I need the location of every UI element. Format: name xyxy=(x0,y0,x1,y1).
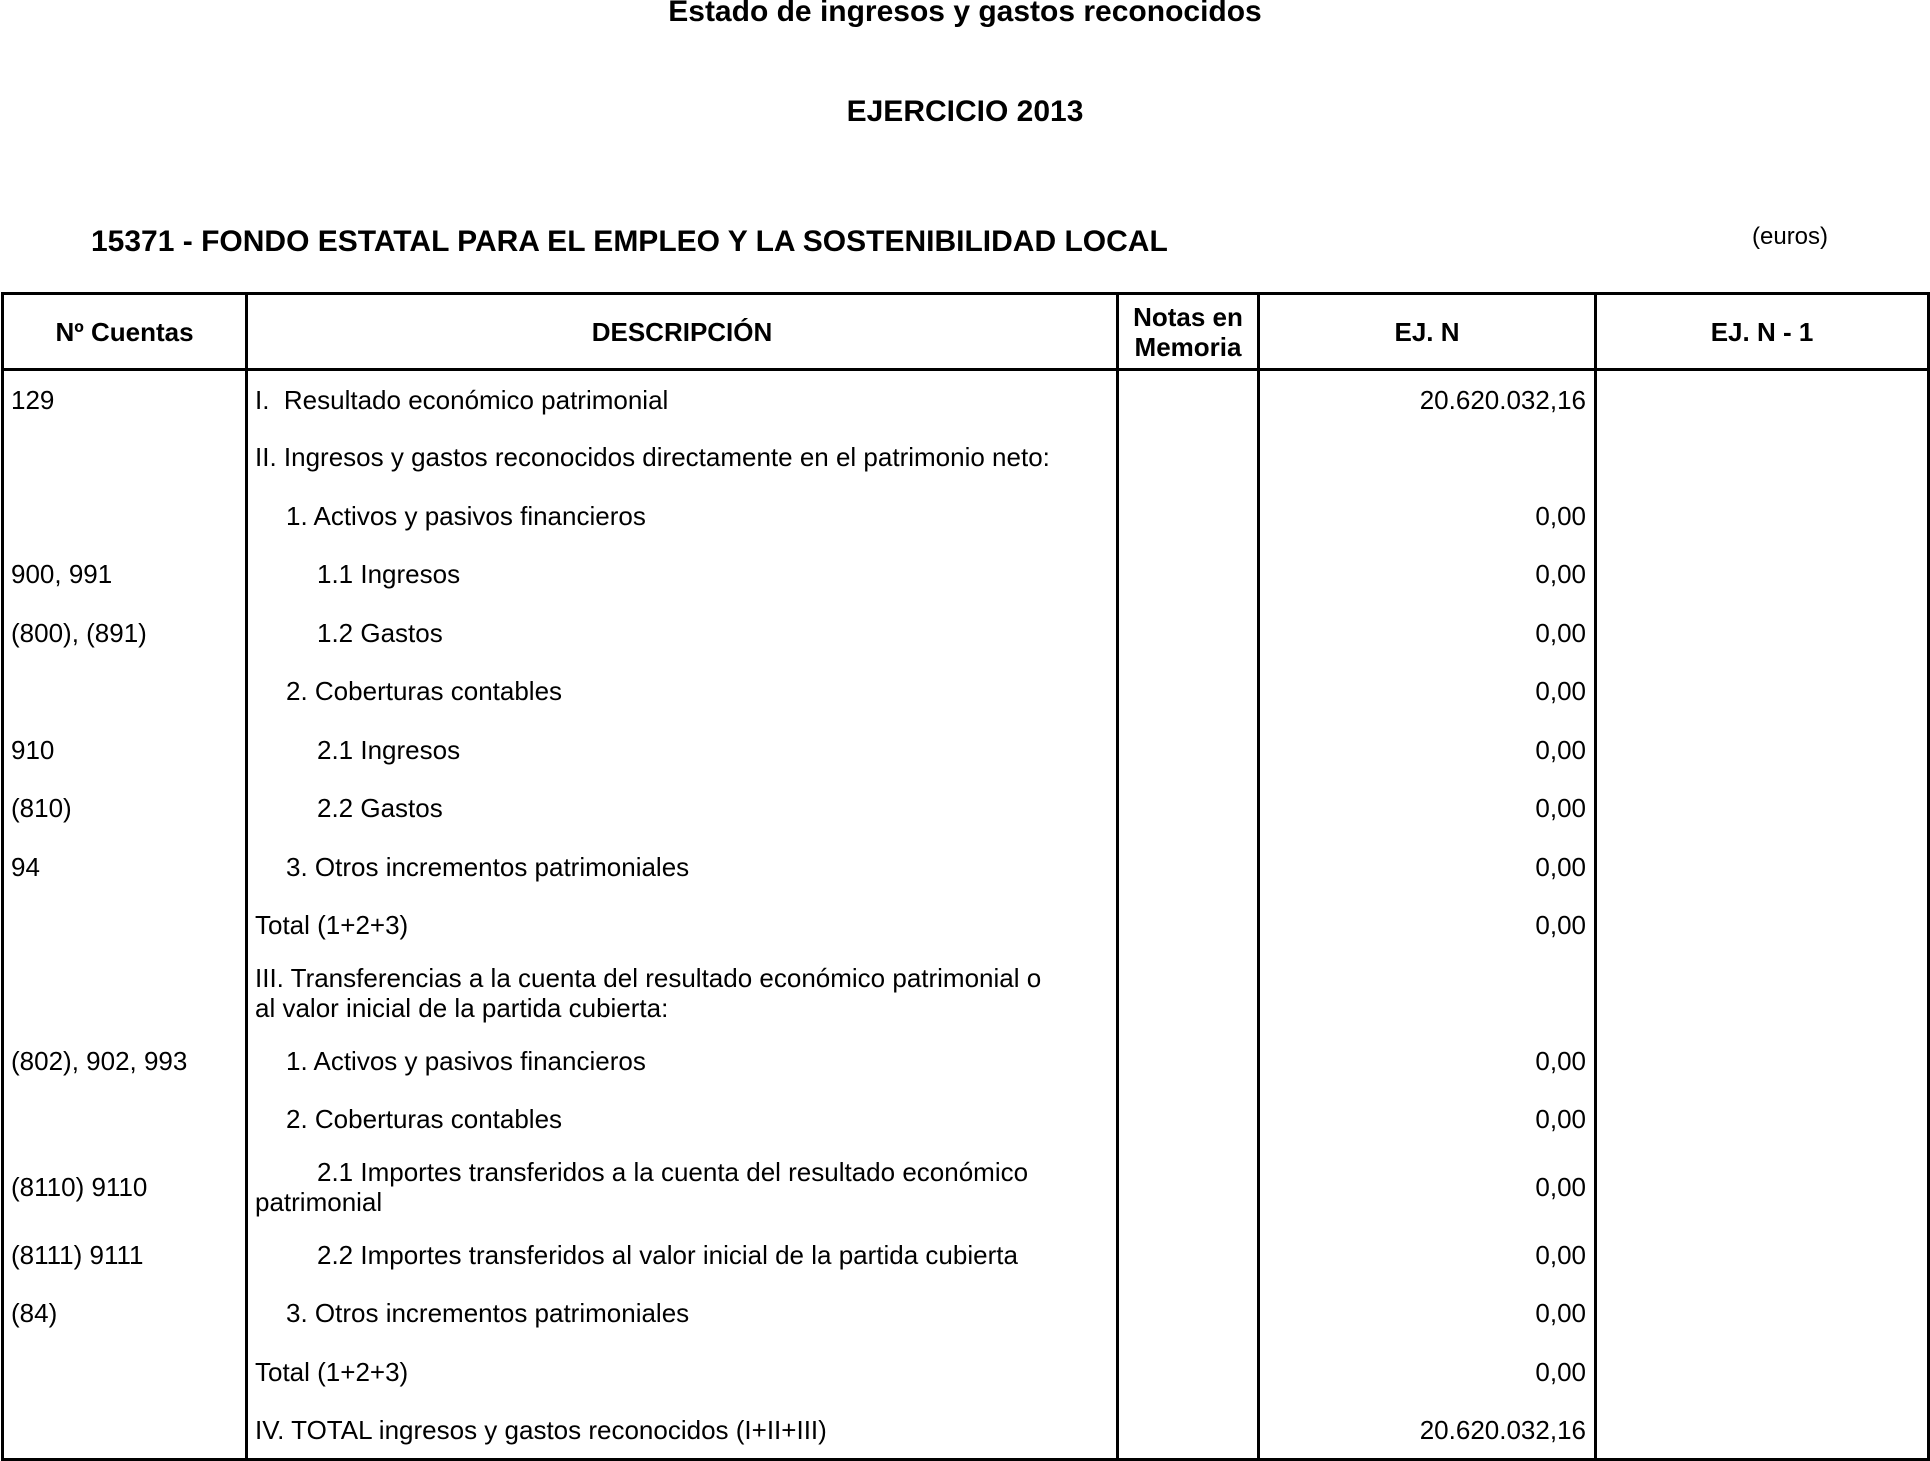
notes-cell xyxy=(1118,604,1259,663)
notes-cell xyxy=(1118,1401,1259,1460)
table-row xyxy=(3,1401,1929,1460)
description-text: 2.2 Importes transferidos al valor inicial de la partida cubierta xyxy=(317,1239,1018,1270)
table-row xyxy=(3,1343,1929,1402)
table-header-row xyxy=(3,294,1929,370)
column-header-notes xyxy=(1118,294,1259,370)
account-cell: 910 xyxy=(3,721,247,780)
ej-n-cell: 20.620.032,16 xyxy=(1259,370,1596,429)
ej-n-cell: 0,00 xyxy=(1259,1226,1596,1285)
notes-cell xyxy=(1118,1149,1259,1226)
notes-cell xyxy=(1118,662,1259,721)
document-title: Estado de ingresos y gastos reconocidos xyxy=(668,0,1262,28)
description-cell xyxy=(247,1149,1118,1226)
table-row xyxy=(3,779,1929,838)
description-text: 3. Otros incrementos patrimoniales xyxy=(286,851,690,882)
account-cell xyxy=(3,1401,247,1460)
ej-n1-cell xyxy=(1596,487,1929,546)
ej-n1-cell xyxy=(1596,1401,1929,1460)
notes-cell xyxy=(1118,370,1259,429)
table-row xyxy=(3,896,1929,955)
table-row xyxy=(3,1284,1929,1343)
description-cell xyxy=(247,662,1118,721)
description-cell xyxy=(247,1284,1118,1343)
description-text: 3. Otros incrementos patrimoniales xyxy=(286,1298,690,1329)
description-text: 1. Activos y pasivos financieros xyxy=(286,500,646,531)
description-cell: IV. TOTAL ingresos y gastos reconocidos (I+II+III) xyxy=(247,1401,1118,1460)
ej-n1-cell xyxy=(1596,896,1929,955)
ej-n-cell: 0,00 xyxy=(1259,487,1596,546)
notes-cell xyxy=(1118,896,1259,955)
description-cell xyxy=(247,1090,1118,1149)
table-row xyxy=(3,1090,1929,1149)
notes-cell xyxy=(1118,1090,1259,1149)
description-cell: Total (1+2+3) xyxy=(247,896,1118,955)
notes-header-label: Notas en Memoria xyxy=(1133,301,1243,362)
ej-n1-cell xyxy=(1596,1090,1929,1149)
description-cell xyxy=(247,1226,1118,1285)
ej-n-cell: 0,00 xyxy=(1259,604,1596,663)
account-cell xyxy=(3,487,247,546)
description-cell xyxy=(247,604,1118,663)
description-text: 2.1 Ingresos xyxy=(317,734,461,765)
table-row xyxy=(3,955,1929,1032)
ej-n1-cell xyxy=(1596,370,1929,429)
table-row xyxy=(3,604,1929,663)
ej-n-cell: 0,00 xyxy=(1259,1149,1596,1226)
ej-n1-cell xyxy=(1596,721,1929,780)
table-row xyxy=(3,545,1929,604)
table-row xyxy=(3,1226,1929,1285)
ej-n1-cell xyxy=(1596,838,1929,897)
table-row xyxy=(3,721,1929,780)
description-line: al valor inicial de la partida cubierta: xyxy=(255,993,669,1023)
ej-n-cell: 0,00 xyxy=(1259,896,1596,955)
ej-n1-cell xyxy=(1596,604,1929,663)
notes-cell xyxy=(1118,721,1259,780)
currency-units-label: (euros) xyxy=(1752,223,1829,250)
table-row xyxy=(3,1149,1929,1226)
description-text: 1.2 Gastos xyxy=(317,617,443,648)
description-line: 2.1 Importes transferidos a la cuenta del resultado económico xyxy=(317,1157,1029,1187)
account-cell xyxy=(3,955,247,1032)
description-cell xyxy=(247,487,1118,546)
table-row xyxy=(3,370,1929,429)
ej-n-cell xyxy=(1259,955,1596,1032)
description-cell xyxy=(247,838,1118,897)
account-cell xyxy=(3,896,247,955)
description-cell xyxy=(247,1032,1118,1091)
notes-cell xyxy=(1118,1032,1259,1091)
table-row xyxy=(3,662,1929,721)
description-cell xyxy=(247,545,1118,604)
description-text: 1. Activos y pasivos financieros xyxy=(286,1045,646,1076)
ej-n-cell: 0,00 xyxy=(1259,1343,1596,1402)
notes-cell xyxy=(1118,1226,1259,1285)
notes-cell xyxy=(1118,955,1259,1032)
ej-n-cell: 0,00 xyxy=(1259,721,1596,780)
ej-n1-cell xyxy=(1596,1032,1929,1091)
account-cell: 900, 991 xyxy=(3,545,247,604)
ej-n1-cell xyxy=(1596,1284,1929,1343)
account-cell: (8110) 9110 xyxy=(3,1149,247,1226)
table-row xyxy=(3,1032,1929,1091)
description-cell xyxy=(247,779,1118,838)
account-cell: (84) xyxy=(3,1284,247,1343)
description-cell: I. Resultado económico patrimonial xyxy=(247,370,1118,429)
account-cell xyxy=(3,1343,247,1402)
ej-n-cell: 0,00 xyxy=(1259,1090,1596,1149)
ej-n1-cell xyxy=(1596,1343,1929,1402)
account-cell xyxy=(3,1090,247,1149)
description-line: III. Transferencias a la cuenta del resultado económico patrimonial o xyxy=(255,963,1042,993)
account-cell xyxy=(3,662,247,721)
account-cell: (800), (891) xyxy=(3,604,247,663)
ej-n1-cell xyxy=(1596,662,1929,721)
ej-n-cell: 0,00 xyxy=(1259,1032,1596,1091)
fiscal-year-heading: EJERCICIO 2013 xyxy=(846,95,1084,128)
description-cell xyxy=(247,721,1118,780)
column-header-ej-n: EJ. N xyxy=(1259,294,1596,370)
description-text: 2. Coberturas contables xyxy=(286,676,563,707)
notes-cell xyxy=(1118,1284,1259,1343)
income-expense-table xyxy=(1,292,1930,1461)
notes-cell xyxy=(1118,545,1259,604)
table-row xyxy=(3,838,1929,897)
account-cell: 129 xyxy=(3,370,247,429)
ej-n1-cell xyxy=(1596,1226,1929,1285)
notes-cell xyxy=(1118,779,1259,838)
account-cell: 94 xyxy=(3,838,247,897)
ej-n-cell: 0,00 xyxy=(1259,838,1596,897)
ej-n-cell: 0,00 xyxy=(1259,1284,1596,1343)
table-row xyxy=(3,428,1929,487)
description-text: 2. Coberturas contables xyxy=(286,1104,563,1135)
ej-n-cell: 0,00 xyxy=(1259,662,1596,721)
account-cell: (810) xyxy=(3,779,247,838)
ej-n1-cell xyxy=(1596,428,1929,487)
notes-cell xyxy=(1118,428,1259,487)
account-cell: (8111) 9111 xyxy=(3,1226,247,1285)
entity-heading: 15371 - FONDO ESTATAL PARA EL EMPLEO Y LA SOSTENIBILIDAD LOCAL xyxy=(91,225,1168,258)
ej-n-cell: 0,00 xyxy=(1259,779,1596,838)
ej-n1-cell xyxy=(1596,955,1929,1032)
column-header-description: DESCRIPCIÓN xyxy=(247,294,1118,370)
notes-cell xyxy=(1118,838,1259,897)
ej-n-cell: 20.620.032,16 xyxy=(1259,1401,1596,1460)
description-line: patrimonial xyxy=(255,1187,383,1217)
notes-cell xyxy=(1118,1343,1259,1402)
account-cell xyxy=(3,428,247,487)
description-cell xyxy=(247,955,1118,1032)
account-cell: (802), 902, 993 xyxy=(3,1032,247,1091)
ej-n1-cell xyxy=(1596,1149,1929,1226)
column-header-ej-n1: EJ. N - 1 xyxy=(1596,294,1929,370)
ej-n-cell: 0,00 xyxy=(1259,545,1596,604)
description-text: 1.1 Ingresos xyxy=(317,559,461,590)
ej-n1-cell xyxy=(1596,545,1929,604)
table-row xyxy=(3,487,1929,546)
description-cell: Total (1+2+3) xyxy=(247,1343,1118,1402)
column-header-accounts: Nº Cuentas xyxy=(3,294,247,370)
ej-n1-cell xyxy=(1596,779,1929,838)
description-text: 2.2 Gastos xyxy=(317,793,443,824)
description-cell: II. Ingresos y gastos reconocidos directamente en el patrimonio neto: xyxy=(247,428,1118,487)
ej-n-cell xyxy=(1259,428,1596,487)
notes-cell xyxy=(1118,487,1259,546)
